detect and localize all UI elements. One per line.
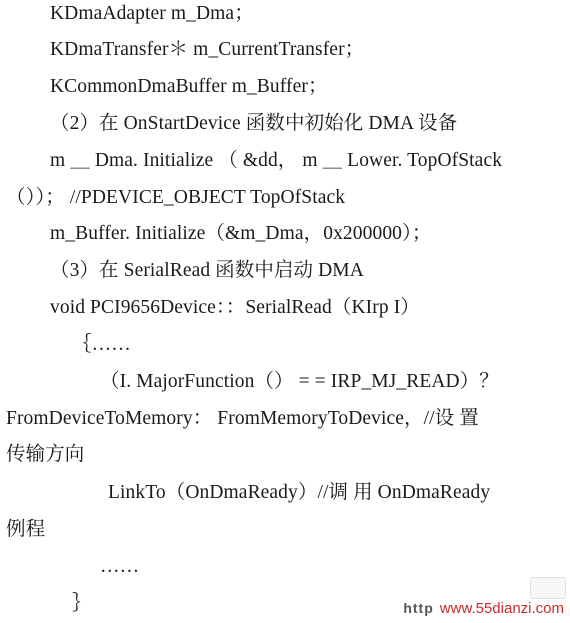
code-line-13: 传输方向 [6,444,85,465]
code-line-15: 例程 [6,519,46,540]
watermark-prefix: http [403,600,434,616]
code-line-5: m ＿ Dma. Initialize （ &dd， m ＿ Lower. TopOfStack [50,150,503,171]
code-line-10: ｛…… [72,334,131,355]
code-line-7: m_Buffer. Initialize（&m_Dma，0x200000）； [50,223,432,244]
watermark-url: www.55dianzi.com [439,600,564,617]
section-heading-init: （2）在 OnStartDevice 函数中初始化 DMA 设备 [50,113,458,134]
code-line-11: （I. MajorFunction（） = = IRP_MJ_READ）？ [100,371,499,392]
code-line-14: LinkTo（OnDmaReady）//调 用 OnDmaReady [108,482,491,503]
code-line-1: KDmaAdapter m_Dma； [50,3,254,24]
code-line-12: FromDeviceToMemory： FromMemoryToDevice，//设 置 [6,408,479,429]
code-line-2: KDmaTransfer＊ m_CurrentTransfer； [50,39,365,60]
code-line-3: KCommonDmaBuffer m_Buffer； [50,76,328,97]
code-line-17: ｝ [72,593,92,614]
code-line-9: void PCI9656Device：：SerialRead（KIrp I） [50,297,420,318]
code-line-16: …… [100,556,140,577]
watermark-badge [530,577,566,599]
code-line-6: （））； //PDEVICE_OBJECT TopOfStack [6,187,346,208]
site-watermark [403,600,564,617]
section-heading-start: （3）在 SerialRead 函数中启动 DMA [50,260,364,281]
